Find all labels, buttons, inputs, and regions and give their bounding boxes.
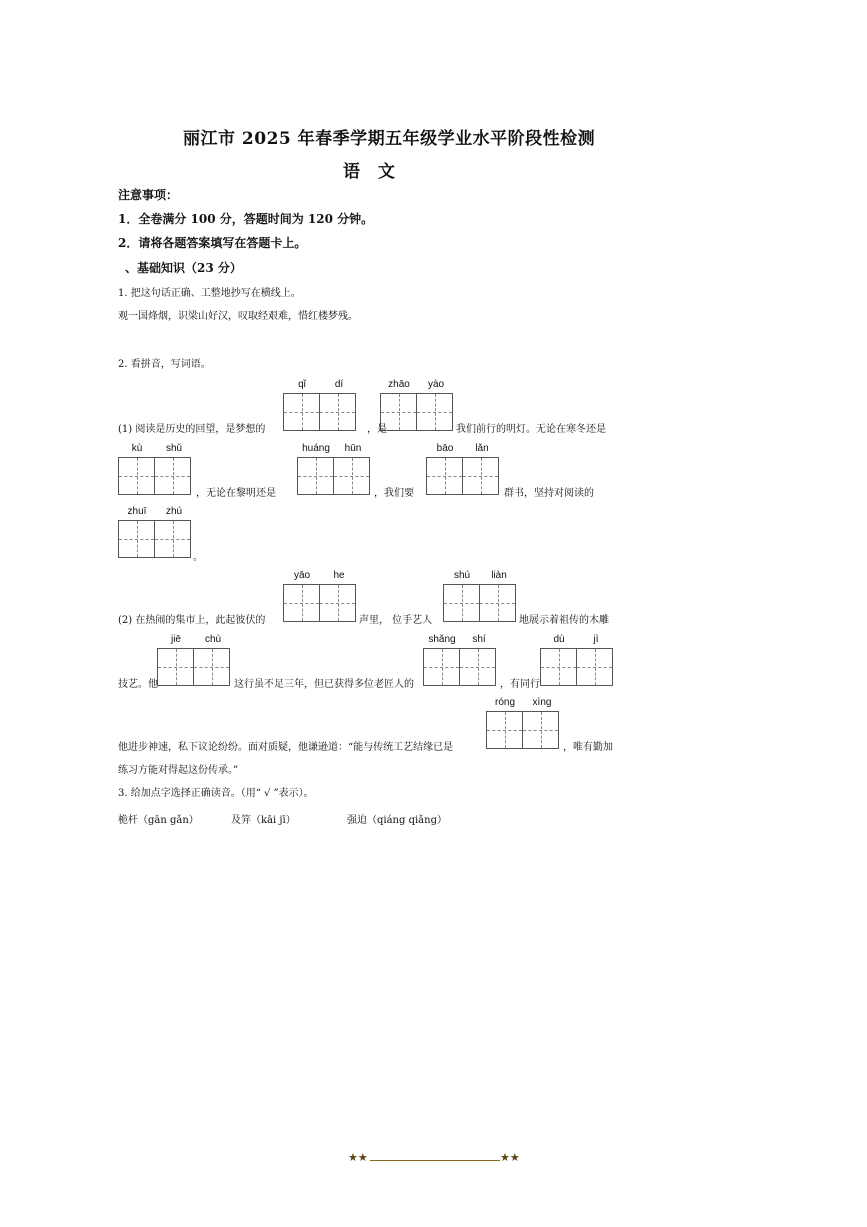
pinyin-di: dí xyxy=(334,379,344,390)
pinyin-hun: hūn xyxy=(344,443,362,454)
p1-text-e: ，我们要 xyxy=(374,488,414,499)
p2-text-c: 地展示着祖传的木雕 xyxy=(519,615,609,626)
p1-text-b: ，是 xyxy=(367,424,387,435)
footer-stars-right: ★★ xyxy=(500,1151,520,1164)
pinyin-rong: róng xyxy=(494,697,515,708)
question-1-sentence: 观一国烽烟，识梁山好汉，叹取经艰难，惜红楼梦残。 xyxy=(118,311,358,322)
q3-option-2[interactable]: 及笄（kāi jī） xyxy=(231,815,296,826)
question-3-prompt: 3. 给加点字选择正确读音。（用“ √ ”表示）。 xyxy=(118,788,314,799)
answer-grid-rongxing[interactable] xyxy=(486,711,558,749)
answer-grid-zhaoyao[interactable] xyxy=(380,393,452,431)
pinyin-shang: shǎng xyxy=(428,634,456,645)
exam-title: 丽江市 2025 年春季学期五年级学业水平阶段性检测 xyxy=(183,129,596,149)
pinyin-ku: kù xyxy=(131,443,143,454)
p2-text-f: ，有同行 xyxy=(500,679,540,690)
pinyin-he: he xyxy=(333,570,345,581)
footer-stars-left: ★★ xyxy=(348,1151,368,1164)
q3-option-3[interactable]: 强迫（qiáng qiǎng） xyxy=(347,815,447,826)
p2-text-d: 技艺。他 xyxy=(118,679,158,690)
section-heading: 、基础知识（23 分） xyxy=(125,261,242,275)
pinyin-ji: jì xyxy=(593,634,599,645)
answer-grid-jiechu[interactable] xyxy=(157,648,229,686)
notice-item-1: 1．全卷满分 100 分，答题时间为 120 分钟。 xyxy=(118,212,374,226)
p1-text-g: 。 xyxy=(193,552,203,563)
answer-grid-huanghun[interactable] xyxy=(297,457,369,495)
footer-divider xyxy=(370,1160,500,1161)
pinyin-shu: shǔ xyxy=(165,443,183,454)
p2-text-i: 练习方能对得起这份传承。” xyxy=(118,765,239,776)
p2-text-e: 这行虽不足三年，但已获得多位老匠人的 xyxy=(234,679,414,690)
p2-text-h: ，唯有勤加 xyxy=(563,742,613,753)
pinyin-du: dù xyxy=(553,634,565,645)
p1-text-f: 群书，坚持对阅读的 xyxy=(504,488,594,499)
pinyin-qi: qǐ xyxy=(298,379,306,390)
pinyin-bao: bāo xyxy=(436,443,454,454)
pinyin-zhao: zhāo xyxy=(388,379,410,390)
question-1-prompt: 1. 把这句话正确、工整地抄写在横线上。 xyxy=(118,288,301,299)
answer-grid-yaohe[interactable] xyxy=(283,584,355,622)
pinyin-chu: chù xyxy=(204,634,222,645)
p1-text-a: (1) 阅读是历史的回望，是梦想的 xyxy=(118,424,266,435)
answer-grid-kushu[interactable] xyxy=(118,457,190,495)
pinyin-lian: liàn xyxy=(491,570,507,581)
p2-text-g: 他进步神速，私下议论纷纷。面对质疑，他谦逊道：“能与传统工艺结缘已是 xyxy=(118,742,454,753)
answer-grid-shulian[interactable] xyxy=(443,584,515,622)
p1-text-c: 我们前行的明灯。无论在寒冬还是 xyxy=(456,424,606,435)
answer-grid-shangshi[interactable] xyxy=(423,648,495,686)
subject-title: 语 文 xyxy=(343,162,401,182)
pinyin-xing: xìng xyxy=(532,697,552,708)
pinyin-zhu: zhú xyxy=(165,506,183,517)
pinyin-shu2: shú xyxy=(453,570,471,581)
answer-grid-baolan[interactable] xyxy=(426,457,498,495)
pinyin-yao2: yāo xyxy=(293,570,311,581)
pinyin-lan: lǎn xyxy=(475,443,489,454)
notice-item-2: 2．请将各题答案填写在答题卡上。 xyxy=(118,236,307,250)
p1-text-d: ，无论在黎明还是 xyxy=(196,488,276,499)
q3-option-1[interactable]: 桅杆（gān gǎn） xyxy=(118,815,199,826)
answer-grid-duji[interactable] xyxy=(540,648,612,686)
answer-grid-zhuizhu[interactable] xyxy=(118,520,190,558)
notice-heading: 注意事项： xyxy=(118,188,179,202)
pinyin-zhui: zhuī xyxy=(127,506,147,517)
pinyin-huang: huáng xyxy=(302,443,330,454)
p2-text-a: (2) 在热闹的集市上，此起彼伏的 xyxy=(118,615,266,626)
pinyin-shi: shí xyxy=(472,634,486,645)
pinyin-jie: jiē xyxy=(170,634,181,645)
pinyin-yao: yào xyxy=(427,379,445,390)
question-2-prompt: 2. 看拼音，写词语。 xyxy=(118,359,211,370)
answer-grid-qidi[interactable] xyxy=(283,393,355,431)
p2-text-b: 声里， 位手艺人 xyxy=(359,615,433,626)
